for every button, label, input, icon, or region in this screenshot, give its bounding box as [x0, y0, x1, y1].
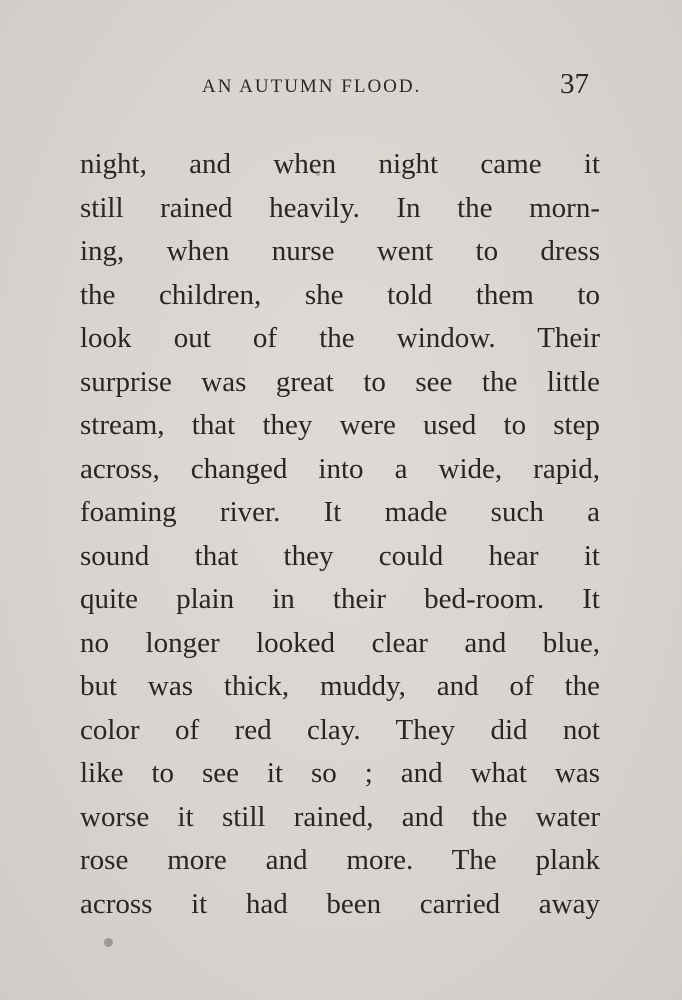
text-line: color of red clay. They did not: [80, 713, 600, 746]
text-line: night, and when night came it: [80, 148, 600, 180]
page-number: 37: [560, 68, 589, 100]
text-line: rose more and more. The plank: [80, 844, 600, 876]
text-line: sound that they could hear it: [80, 539, 600, 572]
text-line: surprise was great to see the little: [80, 365, 600, 398]
text-line: across it had been carried away: [80, 887, 600, 920]
text-line: foaming river. It made such a: [80, 496, 600, 528]
text-line: no longer looked clear and blue,: [80, 626, 600, 659]
text-line: look out of the window. Their: [80, 322, 600, 354]
running-head: [0, 70, 682, 110]
paper-spot: [104, 938, 113, 947]
text-line: like to see it so ; and what was: [80, 757, 600, 789]
text-line: quite plain in their bed-room. It: [80, 583, 600, 615]
running-title: AN AUTUMN FLOOD.: [202, 76, 422, 97]
text-line: the children, she told them to: [80, 278, 600, 311]
text-line: stream, that they were used to step: [80, 409, 600, 441]
paper-spot: [316, 172, 320, 176]
text-line: worse it still rained, and the water: [80, 800, 600, 833]
text-line: ing, when nurse went to dress: [80, 235, 600, 267]
text-line: but was thick, muddy, and of the: [80, 670, 600, 702]
text-line: still rained heavily. In the morn-: [80, 191, 600, 224]
body-text: [80, 143, 600, 926]
text-line: across, changed into a wide, rapid,: [80, 452, 600, 485]
